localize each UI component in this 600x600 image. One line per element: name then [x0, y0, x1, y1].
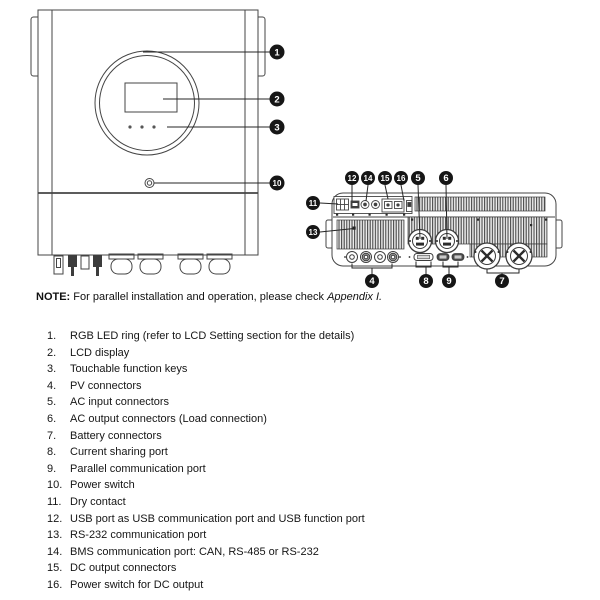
cable-gland	[109, 254, 134, 274]
legend-item-text: BMS communication port: CAN, RS-485 or RS-232	[70, 545, 319, 558]
legend-item	[47, 546, 567, 563]
note-emphasis: Appendix I.	[327, 291, 383, 303]
legend-item-text: Power switch for DC output	[70, 578, 204, 591]
legend-item	[47, 479, 567, 496]
front-view-diagram	[0, 0, 300, 292]
legend-item-text: Battery connectors	[70, 429, 162, 442]
pv-cable-connector	[93, 255, 102, 276]
legend-item-number: 10.	[47, 479, 63, 492]
pv-cable-connector	[68, 255, 77, 276]
legend-item	[47, 513, 567, 530]
legend-item-text: USB port as USB communication port and USB function port	[70, 512, 365, 525]
legend-item	[47, 529, 567, 546]
legend-item-text: Current sharing port	[70, 446, 168, 459]
callout-4-label: 4	[369, 276, 375, 288]
legend-item-number: 15.	[47, 562, 63, 575]
legend-item-number: 2.	[47, 346, 57, 359]
legend-list	[47, 330, 567, 596]
callout-15-label: 15	[380, 173, 390, 183]
battery-connector	[506, 243, 532, 269]
callout-2-label: 2	[274, 94, 280, 106]
cable-gland	[138, 254, 163, 274]
legend-item-number: 11.	[47, 495, 62, 508]
callout-7-label: 7	[499, 276, 505, 288]
legend-item-text: RS-232 communication port	[70, 529, 207, 542]
legend-item	[47, 430, 567, 447]
legend-item-number: 12.	[47, 512, 63, 525]
legend-item	[47, 413, 567, 430]
legend-item	[47, 330, 567, 347]
note-text: For parallel installation and operation, please check	[70, 291, 328, 303]
legend-item-number: 7.	[47, 429, 57, 442]
legend-item	[47, 347, 567, 364]
callout-1-label: 1	[274, 47, 280, 59]
legend-item-number: 8.	[47, 446, 57, 459]
legend-item-number: 3.	[47, 363, 57, 376]
callout-16-label: 16	[396, 173, 406, 183]
legend-item-text: AC input connectors	[70, 396, 170, 409]
legend-item-text: PV connectors	[70, 379, 142, 392]
legend-item-text: Power switch	[70, 479, 135, 492]
vent-grille	[415, 197, 545, 211]
legend-item-text: LCD display	[70, 346, 130, 359]
legend-item-text: Touchable function keys	[70, 363, 188, 376]
legend-item-number: 16.	[47, 578, 63, 591]
legend-item-number: 13.	[47, 529, 63, 542]
legend-item-text: RGB LED ring (refer to LCD Setting section for the details)	[70, 330, 355, 342]
note-line	[36, 290, 576, 304]
legend-item	[47, 562, 567, 579]
parallel-communication-port	[437, 254, 468, 261]
mount-ear-right	[258, 17, 265, 76]
comm-port-strip	[334, 197, 412, 214]
cable-gland	[207, 254, 232, 274]
note-label: NOTE:	[36, 291, 71, 303]
legend-item-number: 14.	[47, 545, 63, 558]
front-panel-outline	[38, 10, 258, 255]
legend-item	[47, 396, 567, 413]
bottom-panel-diagram	[298, 158, 578, 300]
callout-3-label: 3	[274, 122, 280, 134]
legend-item-number: 5.	[47, 396, 57, 409]
callout-12-label: 12	[347, 173, 357, 183]
callout-11-label: 11	[308, 198, 318, 208]
legend-item	[47, 579, 567, 596]
legend-item-number: 1.	[47, 330, 57, 342]
legend-item-text: AC output connectors (Load connection)	[70, 412, 267, 425]
front-bottom-connectors	[54, 254, 232, 276]
callout-10-label: 10	[272, 179, 282, 188]
front-callouts	[270, 45, 285, 191]
mount-ear-left	[31, 17, 38, 76]
battery-connector	[474, 243, 500, 269]
legend-item-number: 9.	[47, 462, 57, 475]
legend-item-text: Parallel communication port	[70, 462, 206, 475]
inverter-front-body	[31, 10, 265, 255]
legend-item	[47, 380, 567, 397]
legend-item-text: Dry contact	[70, 495, 126, 508]
legend-item	[47, 463, 567, 480]
legend-item	[47, 446, 567, 463]
callout-6-label: 6	[443, 173, 449, 185]
legend-item	[47, 363, 567, 380]
battery-cable-connector	[81, 256, 89, 269]
usb-port	[351, 201, 359, 208]
legend-item-text: DC output connectors	[70, 562, 177, 575]
legend-item-number: 6.	[47, 412, 57, 425]
vent-grille	[337, 220, 404, 249]
callout-14-label: 14	[363, 173, 373, 183]
cable-gland	[178, 254, 203, 274]
legend-item	[47, 496, 567, 513]
callout-8-label: 8	[423, 276, 429, 288]
callout-9-label: 9	[446, 276, 452, 288]
callout-13-label: 13	[308, 227, 318, 237]
legend-item-number: 4.	[47, 379, 57, 392]
callout-5-label: 5	[415, 173, 421, 185]
